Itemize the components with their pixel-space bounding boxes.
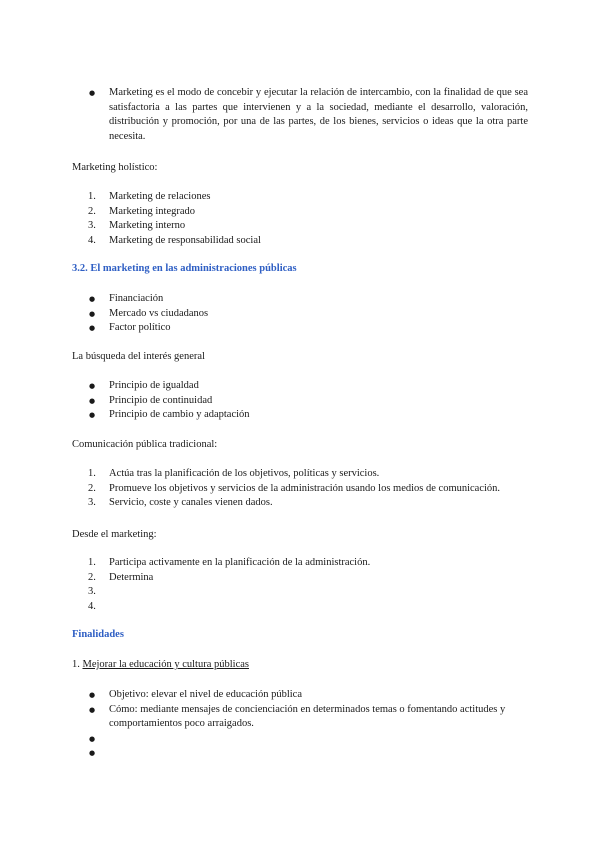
list-item: 1. Participa activamente en la planificación de la administración.: [88, 557, 371, 568]
finalidades-heading: Finalidades: [72, 629, 124, 640]
list-item: ● Objetivo: elevar el nivel de educación pública: [72, 688, 528, 703]
factors-list: [72, 292, 528, 336]
goal-1-list: [72, 688, 528, 761]
list-item: 1. Marketing de relaciones: [88, 191, 211, 202]
goal-1-number: 1.: [72, 659, 80, 670]
from-marketing-list: [72, 556, 528, 614]
list-item: 1. Actúa tras la planificación de los objetivos, políticas y servicios.: [88, 468, 380, 479]
holistic-title: Marketing holístico:: [72, 162, 158, 173]
list-item: ● Principio de cambio y adaptación: [72, 408, 528, 423]
list-item: 3. Servicio, coste y canales vienen dados.: [88, 497, 273, 508]
from-marketing-title: Desde el marketing:: [72, 529, 157, 540]
traditional-title: Comunicación pública tradicional:: [72, 439, 218, 450]
list-item: 2. Marketing integrado: [88, 205, 196, 217]
list-item: ● Cómo: mediante mensajes de concienciación en determinados temas o fomentando actitudes y comportamientos poco arraigados.: [72, 703, 528, 732]
goal-1-title: [72, 658, 249, 673]
intro-list: [72, 86, 528, 144]
list-item: 4.: [88, 600, 96, 612]
goal-1-label: Mejorar la educación y cultura públicas: [82, 659, 249, 670]
list-item: ● Financiación: [72, 292, 528, 307]
list-item: ● Principio de continuidad: [72, 394, 528, 409]
traditional-list: [72, 467, 528, 511]
list-item: 3.: [88, 586, 96, 597]
list-item: 4. Marketing de responsabilidad social: [88, 234, 261, 246]
list-item: [72, 746, 528, 761]
general-interest-list: [72, 379, 528, 423]
intro-bullet: ● Marketing es el modo de concebir y ejecutar la relación de intercambio, con la finalidad de que sea satisfactoria a las partes que intervienen y a la sociedad, mediante el desarrollo, valoración, distribución y promoción, por una de las partes, de los bienes, servicios o ideas que la otra parte necesita.: [72, 86, 528, 144]
list-item: 3. Marketing interno: [88, 220, 186, 231]
holistic-list: [72, 190, 528, 248]
general-interest-title: La búsqueda del interés general: [72, 351, 205, 362]
list-item: 2. Promueve los objetivos y servicios de la administración usando los medios de comunicación.: [88, 482, 501, 494]
list-item: ● Principio de igualdad: [72, 379, 528, 394]
list-item: 2. Determina: [88, 571, 154, 583]
list-item: ● Factor político: [72, 321, 528, 336]
list-item: [72, 732, 528, 747]
list-item: ● Mercado vs ciudadanos: [72, 307, 528, 322]
section-heading: 3.2. El marketing en las administraciones públicas: [72, 263, 297, 274]
